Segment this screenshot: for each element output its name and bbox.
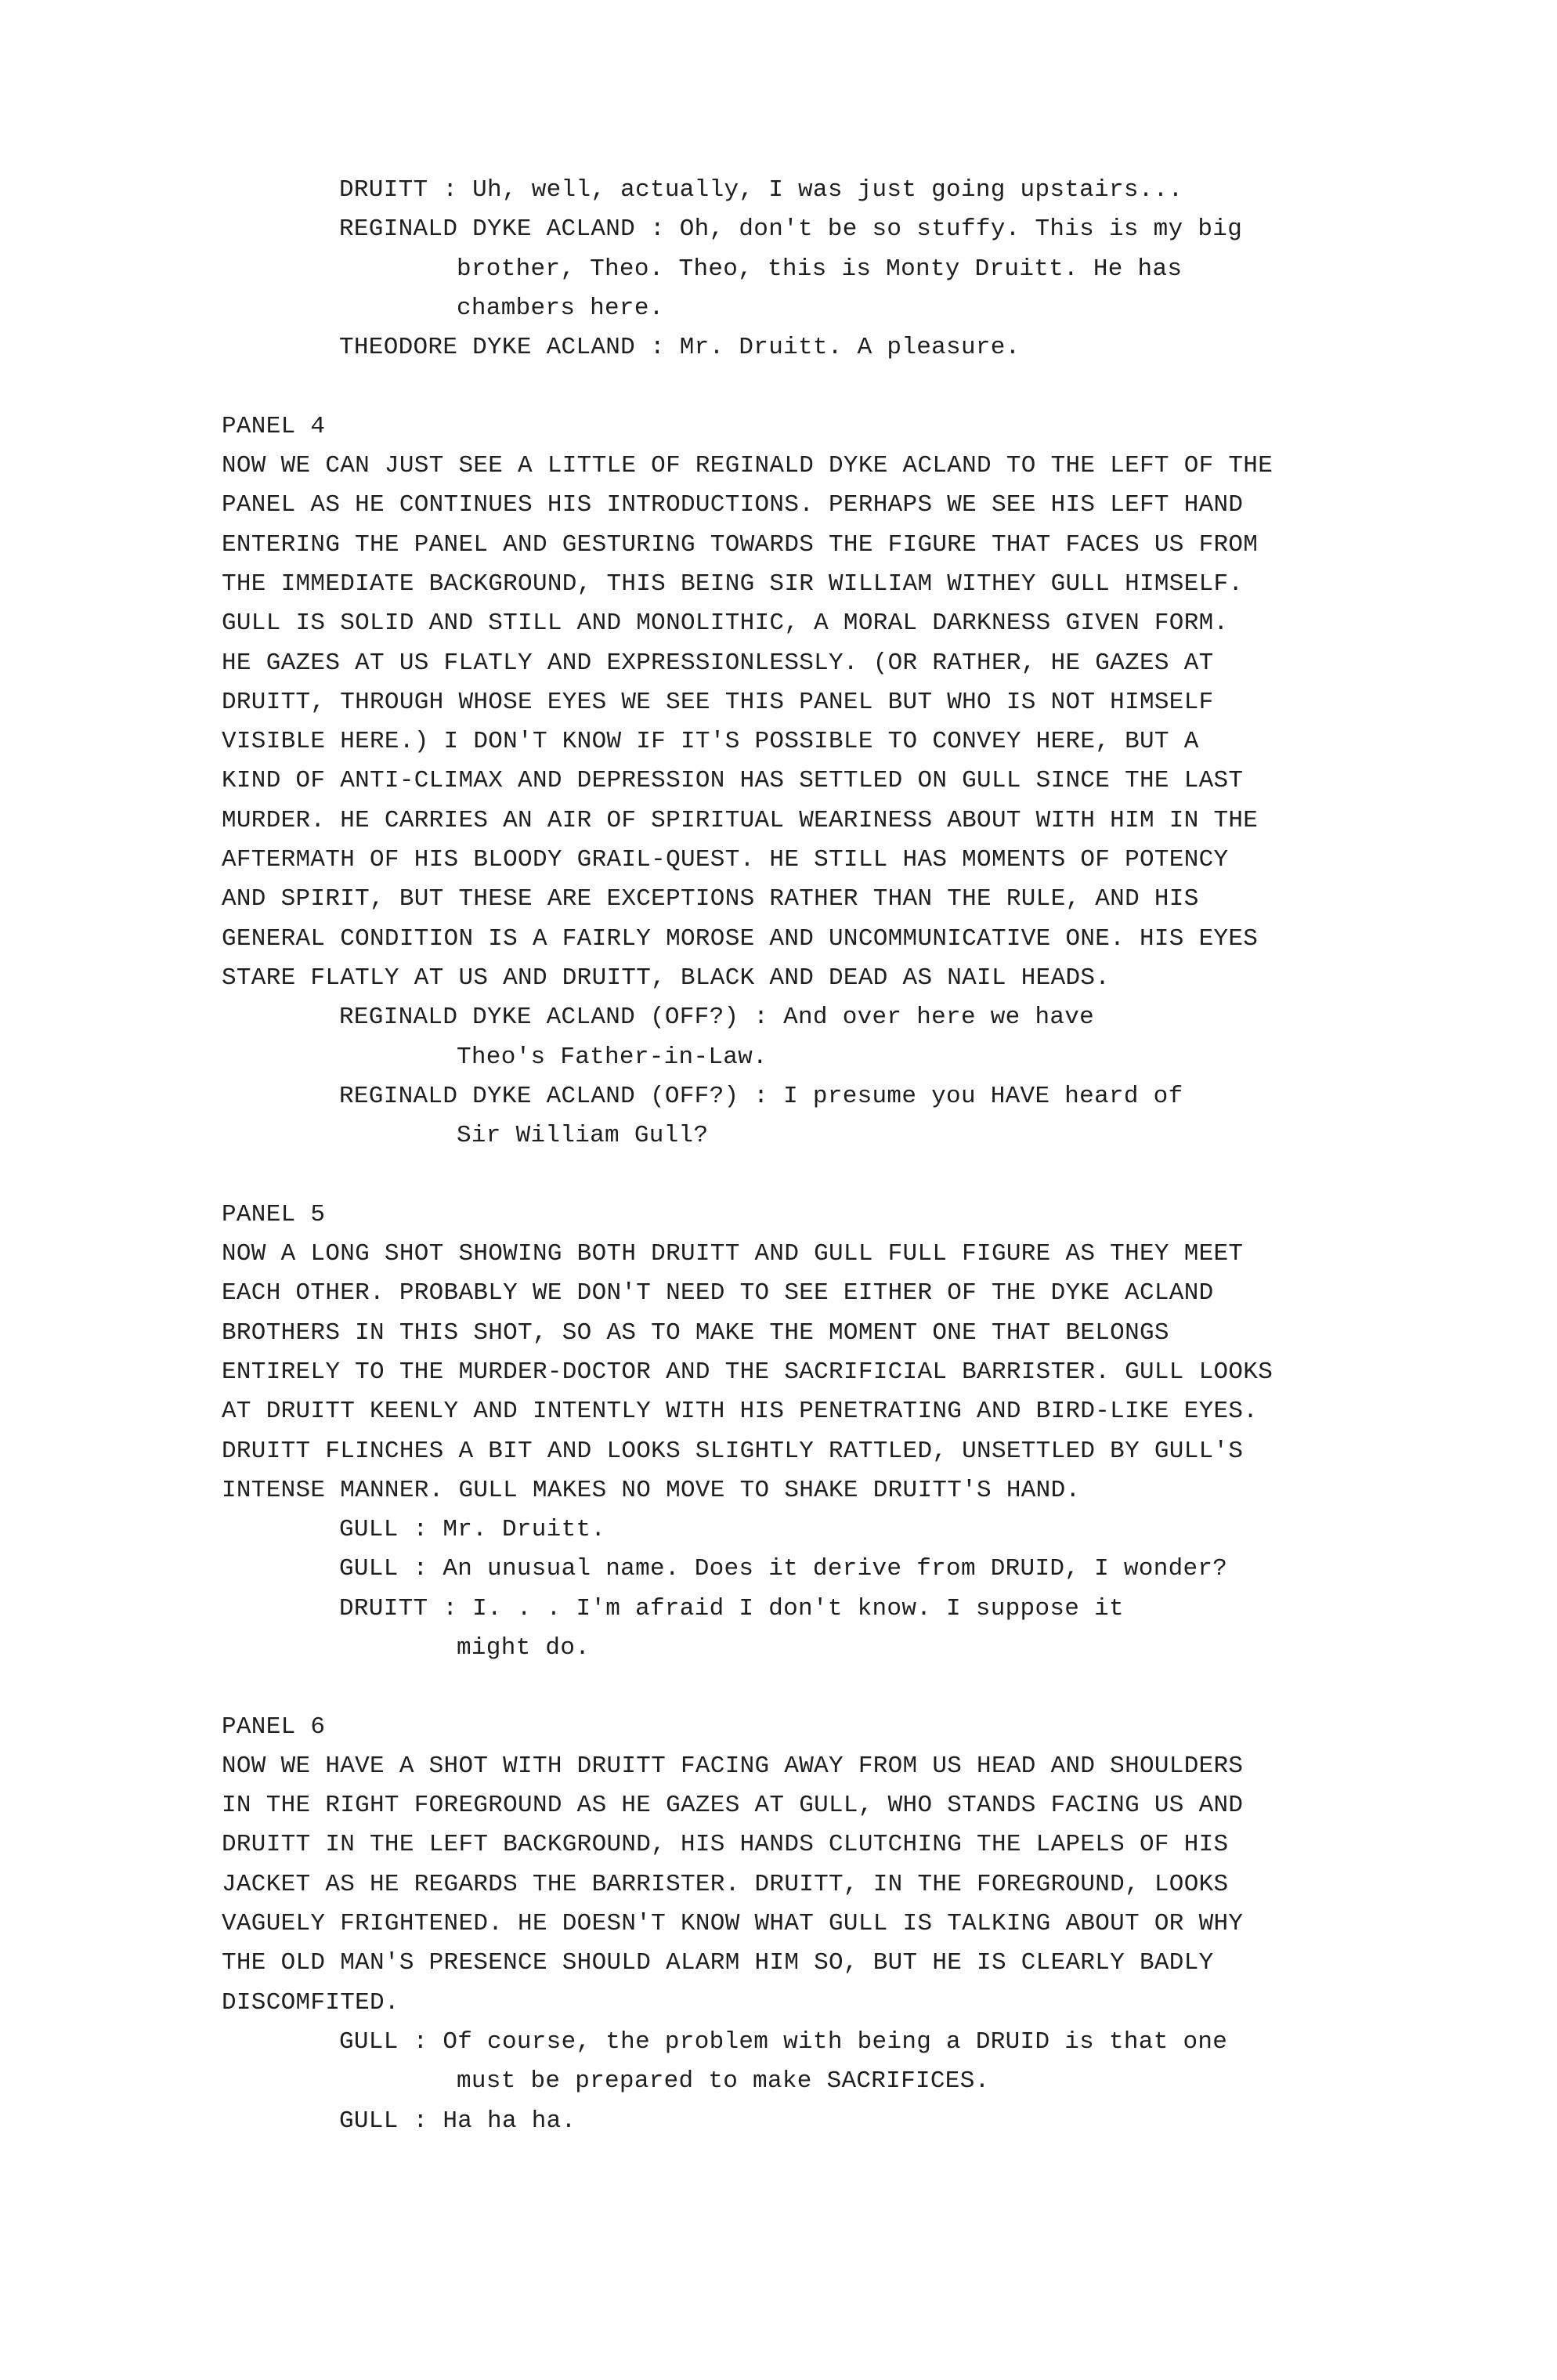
panel-heading: PANEL 6 (222, 1713, 326, 1741)
description-line: ENTERING THE PANEL AND GESTURING TOWARDS THE FIGURE THAT FACES US FROM (222, 530, 1259, 559)
dialog-continuation: must be prepared to make SACRIFICES. (457, 2067, 990, 2096)
speaker-name: THEODORE DYKE ACLAND (339, 334, 636, 362)
description-line: HE GAZES AT US FLATLY AND EXPRESSIONLESSLY. (OR RATHER, HE GAZES AT (222, 649, 1214, 677)
dialog-text: Mr. Druitt. (443, 1516, 606, 1544)
dialog-line: DRUITT : I. . . I'm afraid I don't know. I suppose it (339, 1594, 1124, 1622)
dialog-line: GULL : An unusual name. Does it derive from DRUID, I wonder? (339, 1555, 1228, 1583)
description-line: DRUITT, THROUGH WHOSE EYES WE SEE THIS PANEL BUT WHO IS NOT HIMSELF (222, 688, 1214, 716)
panel-description (222, 447, 1349, 998)
description-line: THE IMMEDIATE BACKGROUND, THIS BEING SIR WILLIAM WITHEY GULL HIMSELF. (222, 570, 1244, 598)
speaker-name: GULL (339, 1516, 399, 1544)
description-line: MURDER. HE CARRIES AN AIR OF SPIRITUAL WEARINESS ABOUT WITH HIM IN THE (222, 806, 1259, 834)
dialog-continuation: brother, Theo. Theo, this is Monty Druitt. He has (457, 255, 1183, 283)
description-line: GULL IS SOLID AND STILL AND MONOLITHIC, A MORAL DARKNESS GIVEN FORM. (222, 609, 1229, 638)
dialog-continuation: chambers here. (457, 294, 664, 322)
dialog-text: An unusual name. Does it derive from DRUID, I wonder? (443, 1555, 1228, 1583)
panel-dialog (222, 998, 1349, 1156)
dialog-text: Ha ha ha. (443, 2107, 576, 2135)
dialog-text: I presume you HAVE heard of (783, 1082, 1183, 1110)
dialog-line: REGINALD DYKE ACLAND : Oh, don't be so stuffy. This is my big (339, 215, 1243, 244)
description-line: ENTIRELY TO THE MURDER-DOCTOR AND THE SACRIFICIAL BARRISTER. GULL LOOKS (222, 1358, 1273, 1386)
description-line: AND SPIRIT, BUT THESE ARE EXCEPTIONS RATHER THAN THE RULE, AND HIS (222, 885, 1199, 913)
dialog-line: GULL : Ha ha ha. (339, 2107, 576, 2135)
speaker-name: GULL (339, 1555, 399, 1583)
dialog-line: GULL : Of course, the problem with being a DRUID is that one (339, 2027, 1228, 2056)
description-line: PANEL AS HE CONTINUES HIS INTRODUCTIONS. PERHAPS WE SEE HIS LEFT HAND (222, 491, 1244, 519)
dialog-line: GULL : Mr. Druitt. (339, 1516, 606, 1544)
dialog-text: I. . . I'm afraid I don't know. I suppose it (472, 1594, 1124, 1622)
description-line: NOW WE HAVE A SHOT WITH DRUITT FACING AWAY FROM US HEAD AND SHOULDERS (222, 1752, 1244, 1780)
description-line: AFTERMATH OF HIS BLOODY GRAIL-QUEST. HE STILL HAS MOMENTS OF POTENCY (222, 846, 1229, 874)
description-line: JACKET AS HE REGARDS THE BARRISTER. DRUITT, IN THE FOREGROUND, LOOKS (222, 1870, 1229, 1898)
description-line: DRUITT FLINCHES A BIT AND LOOKS SLIGHTLY RATTLED, UNSETTLED BY GULL'S (222, 1437, 1244, 1465)
dialog-text: And over here we have (783, 1004, 1095, 1032)
description-line: INTENSE MANNER. GULL MAKES NO MOVE TO SHAKE DRUITT'S HAND. (222, 1476, 1081, 1504)
description-line: VISIBLE HERE.) I DON'T KNOW IF IT'S POSSIBLE TO CONVEY HERE, BUT A (222, 728, 1199, 756)
panel-6 (222, 1708, 1349, 2141)
description-line: DRUITT IN THE LEFT BACKGROUND, HIS HANDS CLUTCHING THE LAPELS OF HIS (222, 1831, 1229, 1859)
spacer (222, 367, 1349, 407)
panel-5 (222, 1195, 1349, 1669)
description-line: STARE FLATLY AT US AND DRUITT, BLACK AND DEAD AS NAIL HEADS. (222, 964, 1111, 992)
description-line: THE OLD MAN'S PRESENCE SHOULD ALARM HIM SO, BUT HE IS CLEARLY BADLY (222, 1949, 1214, 1977)
dialog-line: DRUITT : Uh, well, actually, I was just going upstairs... (339, 176, 1183, 204)
speaker-name: GULL (339, 2027, 399, 2056)
dialog-line: REGINALD DYKE ACLAND (OFF?) : I presume you HAVE heard of (339, 1082, 1183, 1110)
speaker-name: REGINALD DYKE ACLAND (OFF?) (339, 1082, 739, 1110)
panel-dialog (222, 1510, 1349, 1668)
dialog-text: Oh, don't be so stuffy. This is my big (679, 215, 1243, 244)
speaker-name: DRUITT (339, 176, 428, 204)
description-line: NOW WE CAN JUST SEE A LITTLE OF REGINALD DYKE ACLAND TO THE LEFT OF THE (222, 452, 1273, 480)
opening-dialog (222, 171, 1349, 367)
description-line: GENERAL CONDITION IS A FAIRLY MOROSE AND UNCOMMUNICATIVE ONE. HIS EYES (222, 924, 1259, 953)
spacer (222, 1668, 1349, 1707)
panel-description (222, 1747, 1349, 2023)
speaker-name: GULL (339, 2107, 399, 2135)
panel-heading: PANEL 4 (222, 412, 326, 440)
description-line: BROTHERS IN THIS SHOT, SO AS TO MAKE THE MOMENT ONE THAT BELONGS (222, 1318, 1169, 1347)
description-line: KIND OF ANTI-CLIMAX AND DEPRESSION HAS SETTLED ON GULL SINCE THE LAST (222, 767, 1244, 795)
panel-heading: PANEL 5 (222, 1200, 326, 1228)
description-line: AT DRUITT KEENLY AND INTENTLY WITH HIS PENETRATING AND BIRD-LIKE EYES. (222, 1398, 1259, 1426)
dialog-text: Uh, well, actually, I was just going upstairs... (472, 176, 1183, 204)
dialog-continuation: Sir William Gull? (457, 1122, 709, 1150)
description-line: NOW A LONG SHOT SHOWING BOTH DRUITT AND GULL FULL FIGURE AS THEY MEET (222, 1240, 1244, 1268)
speaker-name: REGINALD DYKE ACLAND (OFF?) (339, 1004, 739, 1032)
speaker-name: DRUITT (339, 1594, 428, 1622)
description-line: DISCOMFITED. (222, 1988, 399, 2016)
dialog-text: Of course, the problem with being a DRUID is that one (443, 2027, 1228, 2056)
dialog-line: THEODORE DYKE ACLAND : Mr. Druitt. A pleasure. (339, 334, 1021, 362)
speaker-name: REGINALD DYKE ACLAND (339, 215, 636, 244)
dialog-text: Mr. Druitt. A pleasure. (679, 334, 1021, 362)
dialog-line: REGINALD DYKE ACLAND (OFF?) : And over here we have (339, 1004, 1095, 1032)
dialog-continuation: Theo's Father-in-Law. (457, 1043, 768, 1071)
panel-description (222, 1235, 1349, 1510)
spacer (222, 1156, 1349, 1195)
description-line: EACH OTHER. PROBABLY WE DON'T NEED TO SEE EITHER OF THE DYKE ACLAND (222, 1279, 1214, 1308)
description-line: VAGUELY FRIGHTENED. HE DOESN'T KNOW WHAT GULL IS TALKING ABOUT OR WHY (222, 1910, 1244, 1938)
description-line: IN THE RIGHT FOREGROUND AS HE GAZES AT GULL, WHO STANDS FACING US AND (222, 1792, 1244, 1820)
panel-dialog (222, 2023, 1349, 2141)
script-page (222, 171, 1349, 2141)
dialog-continuation: might do. (457, 1633, 591, 1662)
panel-4 (222, 407, 1349, 1156)
